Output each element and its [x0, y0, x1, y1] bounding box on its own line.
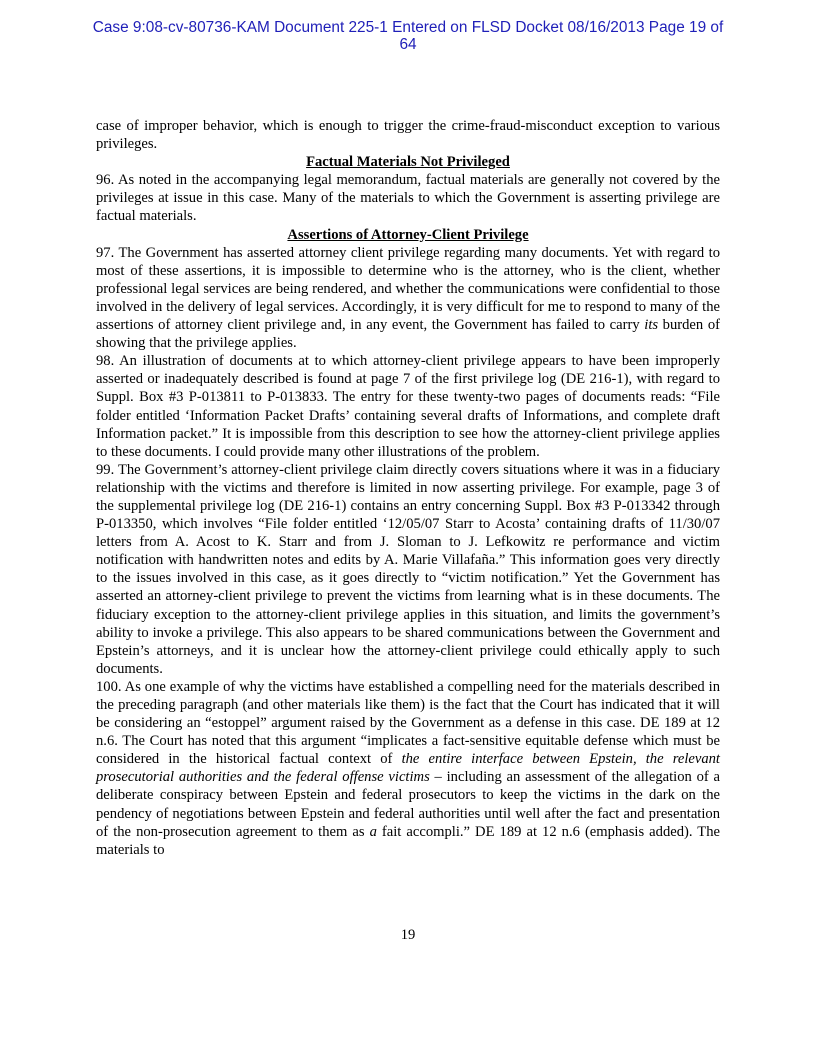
paragraph-98: 98. An illustration of documents at to which attorney-client privilege appears to have been improperly asserted or inadequately described is found at page 7 of the first privilege log (DE 216-1), with regard to Suppl. Box #3 P-013811 to P-013833. The entry for these twenty-two pages of documents reads: “File folder entitled ‘Information Packet Drafts’ containing several drafts of Informations, and complete draft Information packet.” It is impossible from this description to see how the attorney-client privilege applies to these documents. I could provide many other illustrations of the problem. — [96, 353, 720, 460]
docket-header-line2: 64 — [399, 36, 417, 53]
paragraph-96: 96. As noted in the accompanying legal memorandum, factual materials are generally not covered by the privileges at issue in this case. Many of the materials to which the Government is asserting privilege are factual materials. — [96, 172, 720, 225]
docket-header-line1: Case 9:08-cv-80736-KAM Document 225-1 Entered on FLSD Docket 08/16/2013 Page 19 of — [92, 19, 724, 36]
heading-attorney-client: Assertions of Attorney-Client Privilege — [287, 226, 529, 243]
docket-header — [60, 19, 756, 53]
document-body — [96, 117, 720, 859]
paragraph-99: 99. The Government’s attorney-client privilege claim directly covers situations where it was in a fiduciary relationship with the victims and therefore is limited in now asserting privilege. For example, page 3 of the supplemental privilege log (DE 216-1) contains an entry concerning Suppl. Box #3 P-013342 through P-013350, which involves “File folder entitled ‘12/05/07 Starr to Acosta’ containing drafts of 11/30/07 letters from A. Acost to K. Starr and from J. Sloman to J. Lefkowitz re performance and victim notification with handwritten notes and edits by A. Marie Villafaña.” This information goes very directly to the issues involved in this case, as it goes directly to “victim notification.” Yet the Government has asserted an attorney-client privilege to prevent the victims from learning what is in these documents. The fiduciary exception to the attorney-client privilege applies in this situation, and limits the government’s ability to invoke a privilege. This also appears to be shared communications between the Government and Epstein’s attorneys, and it is unclear how the attorney-client privilege could ethically apply to such documents. — [96, 461, 720, 677]
paragraph-97: 97. The Government has asserted attorney client privilege regarding many documents. Yet with regard to most of these assertions, it is impossible to determine who is the attorney, who is the client, whether professional legal services are being rendered, and whether the communications were confidential to those involved in the delivery of legal services. Accordingly, it is very difficult for me to respond to many of the assertions of attorney client privilege and, in any event, the Government has failed to carry its burden of showing that the privilege applies. — [96, 244, 720, 352]
paragraph-100: 100. As one example of why the victims have established a compelling need for the materials described in the preceding paragraph (and other materials like them) is the fact that the Court has indicated that it will be considering an “estoppel” argument raised by the Government as a defense in this case. DE 189 at 12 n.6. The Court has noted that this argument “implicates a fact-sensitive equitable defense which must be considered in the historical factual context of the entire interface between Epstein, the relevant prosecutorial authorities and the federal offense victims – including an assessment of the allegation of a deliberate conspiracy between Epstein and federal prosecutors to keep the victims in the dark on the pendency of negotiations between Epstein and federal authorities until well after the fact and presentation of the non-prosecution agreement to them as a fait accompli.” DE 189 at 12 n.6 (emphasis added). The materials to — [96, 678, 721, 858]
page-number: 19 — [400, 927, 416, 943]
heading-factual-materials: Factual Materials Not Privileged — [306, 154, 510, 171]
paragraph-intro: case of improper behavior, which is enough to trigger the crime-fraud-misconduct exception to various privileges. — [96, 118, 720, 153]
